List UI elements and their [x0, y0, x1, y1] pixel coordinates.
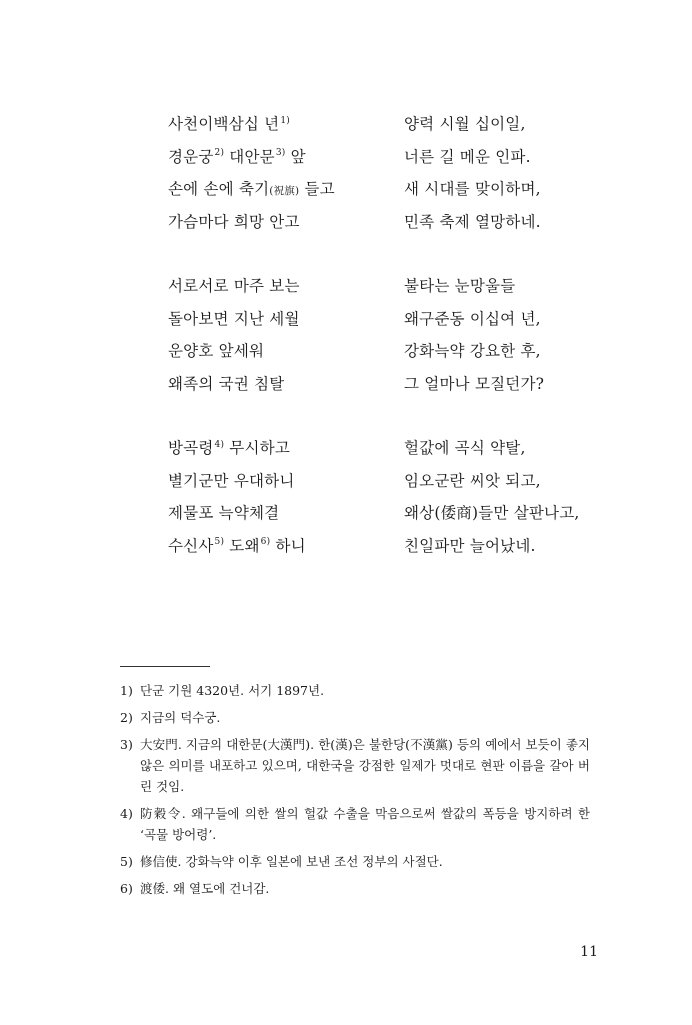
- footnote-ref: 3): [275, 148, 286, 159]
- poem-line-left: 왜족의 국권 침탈: [168, 374, 285, 393]
- footnote-number: 4): [120, 806, 133, 821]
- poem-line-left: 별기군만 우대하니: [168, 471, 295, 490]
- footnote: [120, 851, 590, 872]
- poem-line-right: 헐값에 곡식 약탈,: [404, 439, 526, 457]
- poem-line-right: 강화늑약 강요한 후,: [404, 342, 541, 360]
- poem-line: [168, 177, 608, 210]
- footnote-number: 5): [120, 854, 133, 869]
- footnote-separator: [120, 666, 210, 667]
- footnote-ref: 5): [214, 537, 225, 548]
- poem-line: [168, 145, 608, 178]
- footnote-number: 1): [120, 683, 133, 698]
- footnote: [120, 803, 590, 845]
- poem-line: [168, 501, 608, 534]
- poem-line-left: 수신사$^{5)}$ 도왜$^{6)}$ 하니: [168, 536, 306, 555]
- footnote-text: 단군 기원 4320년. 서기 1897년.: [140, 683, 325, 698]
- footnotes: [120, 680, 590, 905]
- poem-line: [168, 436, 608, 469]
- poem-line-left: 제물포 늑약체결: [168, 504, 280, 522]
- footnote: [120, 707, 590, 728]
- footnote: [120, 878, 590, 899]
- poem-line: [168, 112, 608, 145]
- poem-line-left: 경운궁$^{2)}$ 대안문$^{3)}$ 앞: [168, 147, 306, 166]
- poem-line: [168, 307, 608, 340]
- footnote-text: 지금의 덕수궁.: [140, 710, 221, 725]
- footnote-ref: 2): [214, 148, 225, 159]
- poem-line: [168, 534, 608, 567]
- poem-line-left: 사천이백삼십 년$^{1)}$: [168, 115, 290, 133]
- footnote-ref: 6): [260, 537, 271, 548]
- footnote-ref: 1): [280, 115, 290, 126]
- poem-line: [168, 339, 608, 372]
- footnote-ref: 4): [214, 439, 225, 450]
- poem-line-left: 가슴마다 희망 안고: [168, 212, 300, 231]
- footnote: [120, 734, 590, 797]
- poem-line-left: 손에 손에 축기(祝旗) 들고: [168, 180, 335, 198]
- poem-line-right: 불타는 눈망울들: [404, 277, 516, 295]
- footnote: [120, 680, 590, 701]
- poem-line: [168, 210, 608, 243]
- stanza-2: [168, 274, 608, 404]
- poem-line-left: 운양호 앞세워: [168, 342, 265, 360]
- page-number: 11: [580, 944, 598, 960]
- poem-line: [168, 274, 608, 307]
- poem-line-left: 방곡령$^{4)}$ 무시하고: [168, 439, 290, 457]
- poem-line-right: 왜구준동 이십여 년,: [404, 309, 541, 328]
- poem-line: [168, 469, 608, 502]
- footnote-number: 6): [120, 881, 133, 896]
- poem-line-right: 그 얼마나 모질던가?: [404, 374, 545, 393]
- footnote-text: 修信使. 강화늑약 이후 일본에 보낸 조선 정부의 사절단.: [140, 854, 443, 869]
- footnote-text: 渡倭. 왜 열도에 건너감.: [140, 881, 270, 896]
- footnote-text: 大安門. 지금의 대한문(大漢門). 한(漢)은 불한당(不漢黨) 등의 예에서 보듯이 좋지 않은 의미를 내포하고 있으며, 대한국을 강점한 일제가 멋대로 현판 이름을 갈아 버린 것임.: [140, 737, 590, 794]
- poem-line: [168, 372, 608, 405]
- poem-line-left: 돌아보면 지난 세월: [168, 309, 300, 328]
- footnote-number: 3): [120, 737, 133, 752]
- poem-line-right: 새 시대를 맞이하며,: [404, 180, 541, 198]
- poem: [168, 112, 608, 598]
- poem-line-right: 너른 길 메운 인파.: [404, 147, 531, 166]
- poem-line-right: 양력 시월 십이일,: [404, 115, 526, 133]
- poem-line-right: 임오군란 씨앗 되고,: [404, 471, 541, 490]
- poem-line-right: 친일파만 늘어났네.: [404, 536, 536, 555]
- footnote-text: 防穀令. 왜구들에 의한 쌀의 헐값 수출을 막음으로써 쌀값의 폭등을 방지하려 한 ‘곡물 방어령’.: [140, 806, 590, 842]
- stanza-1: [168, 112, 608, 242]
- hanja-gloss: (祝旗): [269, 185, 300, 197]
- stanza-3: [168, 436, 608, 566]
- poem-line-left: 서로서로 마주 보는: [168, 277, 300, 295]
- poem-line-right: 민족 축제 열망하네.: [404, 212, 541, 231]
- footnote-number: 2): [120, 710, 133, 725]
- poem-line-right: 왜상(倭商)들만 살판나고,: [404, 504, 580, 522]
